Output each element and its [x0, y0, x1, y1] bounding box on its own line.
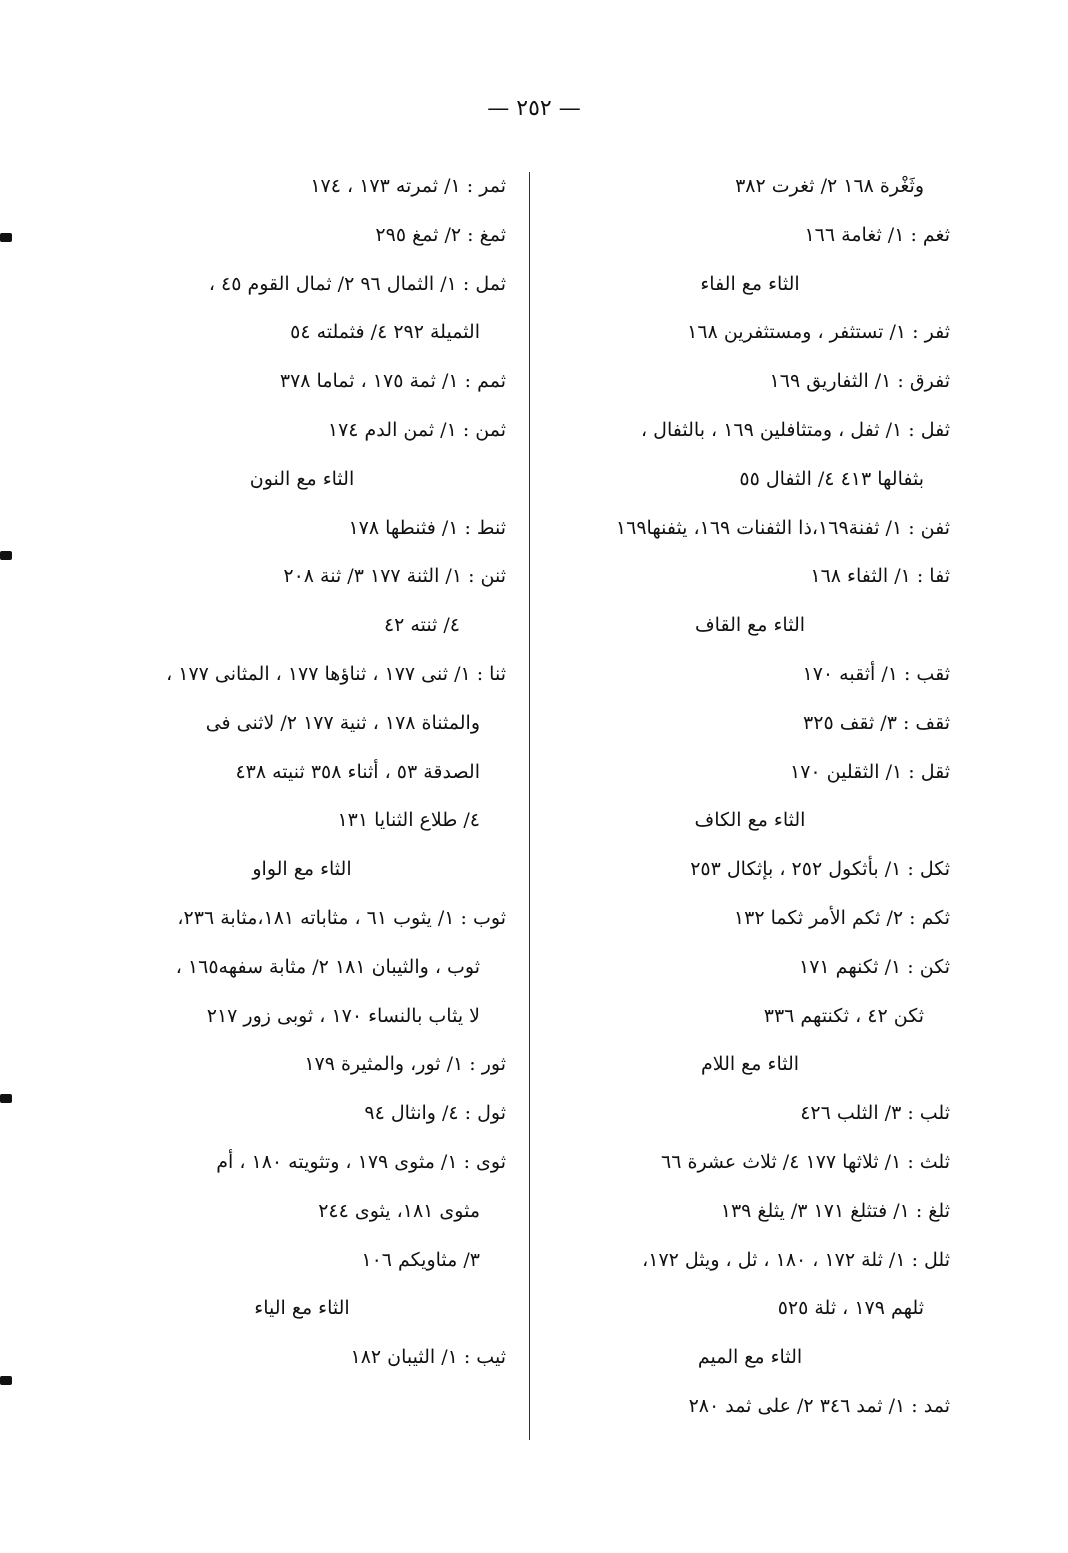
- index-entry: ثمم : ١/ ثمة ١٧٥ ، ثماما ٣٧٨: [279, 370, 506, 393]
- column-divider: [529, 172, 530, 1440]
- section-heading: الثاء مع اللام: [700, 1053, 800, 1076]
- index-entry-continuation: ٤/ ثنته ٤٢: [383, 614, 460, 637]
- index-entry: ثنط : ١/ فثنطها ١٧٨: [348, 516, 506, 539]
- index-entry-continuation: ٣/ مثاويكم ١٠٦: [361, 1248, 480, 1271]
- index-entry: ثمل : ١/ الثمال ٩٦ ٢/ ثمال القوم ٤٥ ،: [208, 272, 506, 295]
- index-entry: ثفل : ١/ ثفل ، ومتثافلين ١٦٩ ، بالثفال ،: [641, 418, 950, 441]
- index-entry: ثقل : ١/ الثقلين ١٧٠: [789, 760, 950, 783]
- index-entry-continuation: ٤/ طلاع الثنايا ١٣١: [337, 809, 480, 832]
- index-entry: ثمد : ١/ ثمد ٣٤٦ ٢/ على ثمد ٢٨٠: [688, 1394, 950, 1417]
- index-entry: ثلب : ٣/ الثلب ٤٢٦: [800, 1102, 950, 1125]
- index-entry: ثمن : ١/ ثمن الدم ١٧٤: [327, 418, 506, 441]
- index-entry-continuation: بثفالها ٤١٣ ٤/ الثفال ٥٥: [739, 467, 924, 490]
- index-entry: ثلث : ١/ ثلاثها ١٧٧ ٤/ ثلاث عشرة ٦٦: [661, 1150, 950, 1173]
- index-entry: ثلل : ١/ ثلة ١٧٢ ، ١٨٠ ، ثل ، ويثل ١٧٢،: [642, 1248, 950, 1271]
- section-heading: الثاء مع الياء: [254, 1297, 350, 1320]
- index-entry-continuation: ثوب ، والثيبان ١٨١ ٢/ مثابة سفهه١٦٥ ،: [175, 955, 480, 978]
- index-entry: ثيب : ١/ الثيبان ١٨٢: [350, 1346, 506, 1369]
- margin-mark: [0, 1376, 12, 1385]
- index-entry: ثنا : ١/ ثنى ١٧٧ ، ثناؤها ١٧٧ ، المثانى ١٧٧ ،: [166, 662, 506, 685]
- index-entry: ثوب : ١/ يثوب ٦١ ، مثاباته ١٨١،مثابة ٢٣٦،: [177, 906, 506, 929]
- section-heading: الثاء مع القاف: [694, 614, 806, 637]
- section-heading: الثاء مع الفاء: [700, 272, 800, 295]
- index-entry: ثفرق : ١/ الثفاريق ١٦٩: [769, 370, 950, 393]
- index-entry: ثلغ : ١/ فتثلغ ١٧١ ٣/ يثلغ ١٣٩: [720, 1199, 950, 1222]
- index-entry: ثغم : ١/ ثغامة ١٦٦: [804, 223, 950, 246]
- section-heading: الثاء مع النون: [249, 467, 355, 490]
- section-heading: الثاء مع الميم: [697, 1346, 803, 1369]
- index-entry: ثنن : ١/ الثنة ١٧٧ ٣/ ثنة ٢٠٨: [283, 565, 506, 588]
- index-entry: ثقب : ١/ أثقبه ١٧٠: [802, 662, 950, 685]
- index-entry: ثمر : ١/ ثمرته ١٧٣ ، ١٧٤: [310, 175, 506, 197]
- section-heading: الثاء مع الكاف: [694, 809, 806, 832]
- right-column: [550, 162, 950, 1431]
- index-entry: ثفن : ١/ ثفنة١٦٩،ذا الثفنات ١٦٩، يثفنها١٦٩: [615, 516, 950, 539]
- page-number: — ٢٥٢ —: [487, 96, 581, 121]
- index-entry: ثوى : ١/ مثوى ١٧٩ ، وتثويته ١٨٠ ، أم: [216, 1150, 506, 1173]
- index-entry: ثكل : ١/ بأثكول ٢٥٢ ، بإثكال ٢٥٣: [690, 858, 950, 881]
- margin-mark: [0, 551, 12, 560]
- index-entry: ثكن : ١/ ثكنهم ١٧١: [799, 955, 950, 978]
- index-entry: ثول : ٤/ وانثال ٩٤: [364, 1102, 506, 1125]
- index-entry: ثقف : ٣/ ثقف ٣٢٥: [803, 711, 950, 734]
- index-entry-continuation: ثلهم ١٧٩ ، ثلة ٥٢٥: [777, 1297, 924, 1320]
- index-entry-continuation: لا يثاب بالنساء ١٧٠ ، ثوبى زور ٢١٧: [206, 1004, 480, 1027]
- index-entry: ثفر : ١/ تستثفر ، ومستثفرين ١٦٨: [687, 321, 950, 344]
- index-entry-continuation: الثميلة ٢٩٢ ٤/ فثملته ٥٤: [290, 321, 480, 344]
- margin-mark: [0, 1094, 12, 1103]
- section-heading: الثاء مع الواو: [252, 858, 352, 881]
- margin-mark: [0, 233, 12, 242]
- index-entry-continuation: ثكن ٤٢ ، ثكنتهم ٣٣٦: [763, 1004, 924, 1027]
- index-entry: ثفا : ١/ الثفاء ١٦٨: [810, 565, 950, 588]
- index-entry: ثمغ : ٢/ ثمغ ٢٩٥: [375, 223, 506, 246]
- index-entry-continuation: مثوى ١٨١، يثوى ٢٤٤: [318, 1199, 480, 1222]
- index-entry-continuation: وثَغْرة ١٦٨ ٢/ ثغرت ٣٨٢: [735, 175, 924, 197]
- index-entry-continuation: الصدقة ٥٣ ، أثناء ٣٥٨ ثنيته ٤٣٨: [235, 760, 480, 783]
- index-entry: ثكم : ٢/ ثكم الأمر ثكما ١٣٢: [733, 906, 950, 929]
- left-column: [98, 162, 506, 1382]
- index-entry: ثور : ١/ ثور، والمثيرة ١٧٩: [304, 1053, 506, 1076]
- index-entry-continuation: والمثناة ١٧٨ ، ثنية ١٧٧ ٢/ لاثنى فى: [205, 711, 480, 734]
